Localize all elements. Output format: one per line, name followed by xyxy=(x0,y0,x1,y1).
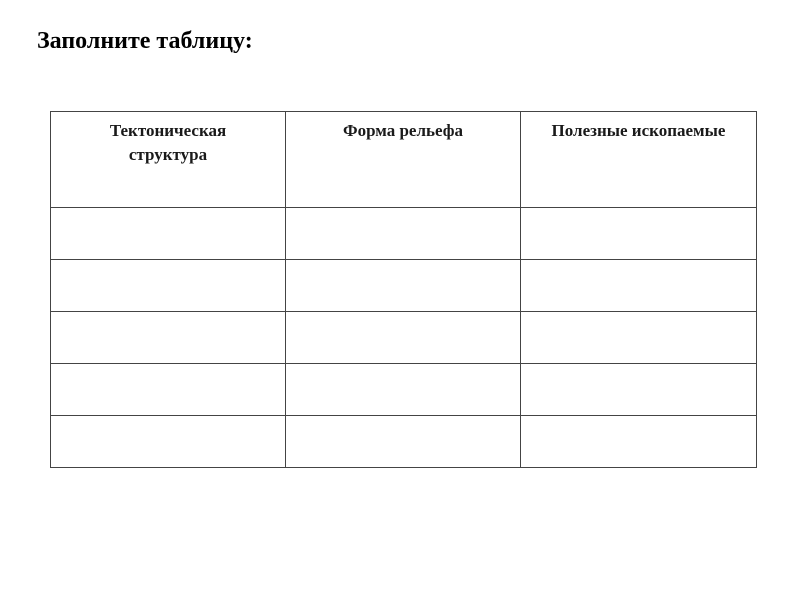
table-cell xyxy=(286,208,521,260)
table-cell xyxy=(521,364,757,416)
table-cell xyxy=(286,260,521,312)
table-cell xyxy=(521,312,757,364)
table-row xyxy=(51,208,757,260)
header-minerals: Полезные ископаемые xyxy=(521,112,757,208)
slide-title: Заполните таблицу: xyxy=(37,28,253,54)
table-cell xyxy=(51,260,286,312)
header-tectonic-structure: Тектоническая структура xyxy=(51,112,286,208)
fill-in-table xyxy=(50,111,757,468)
table-row xyxy=(51,364,757,416)
table-cell xyxy=(51,364,286,416)
table-cell xyxy=(51,208,286,260)
table-cell xyxy=(286,416,521,468)
table-header-row xyxy=(51,112,757,208)
table-row xyxy=(51,416,757,468)
header-landform: Форма рельефа xyxy=(286,112,521,208)
table-cell xyxy=(521,416,757,468)
table-cell xyxy=(286,312,521,364)
table-cell xyxy=(51,416,286,468)
table-cell xyxy=(286,364,521,416)
table-cell xyxy=(521,208,757,260)
table-row xyxy=(51,260,757,312)
table-cell xyxy=(521,260,757,312)
table-cell xyxy=(51,312,286,364)
table-row xyxy=(51,312,757,364)
